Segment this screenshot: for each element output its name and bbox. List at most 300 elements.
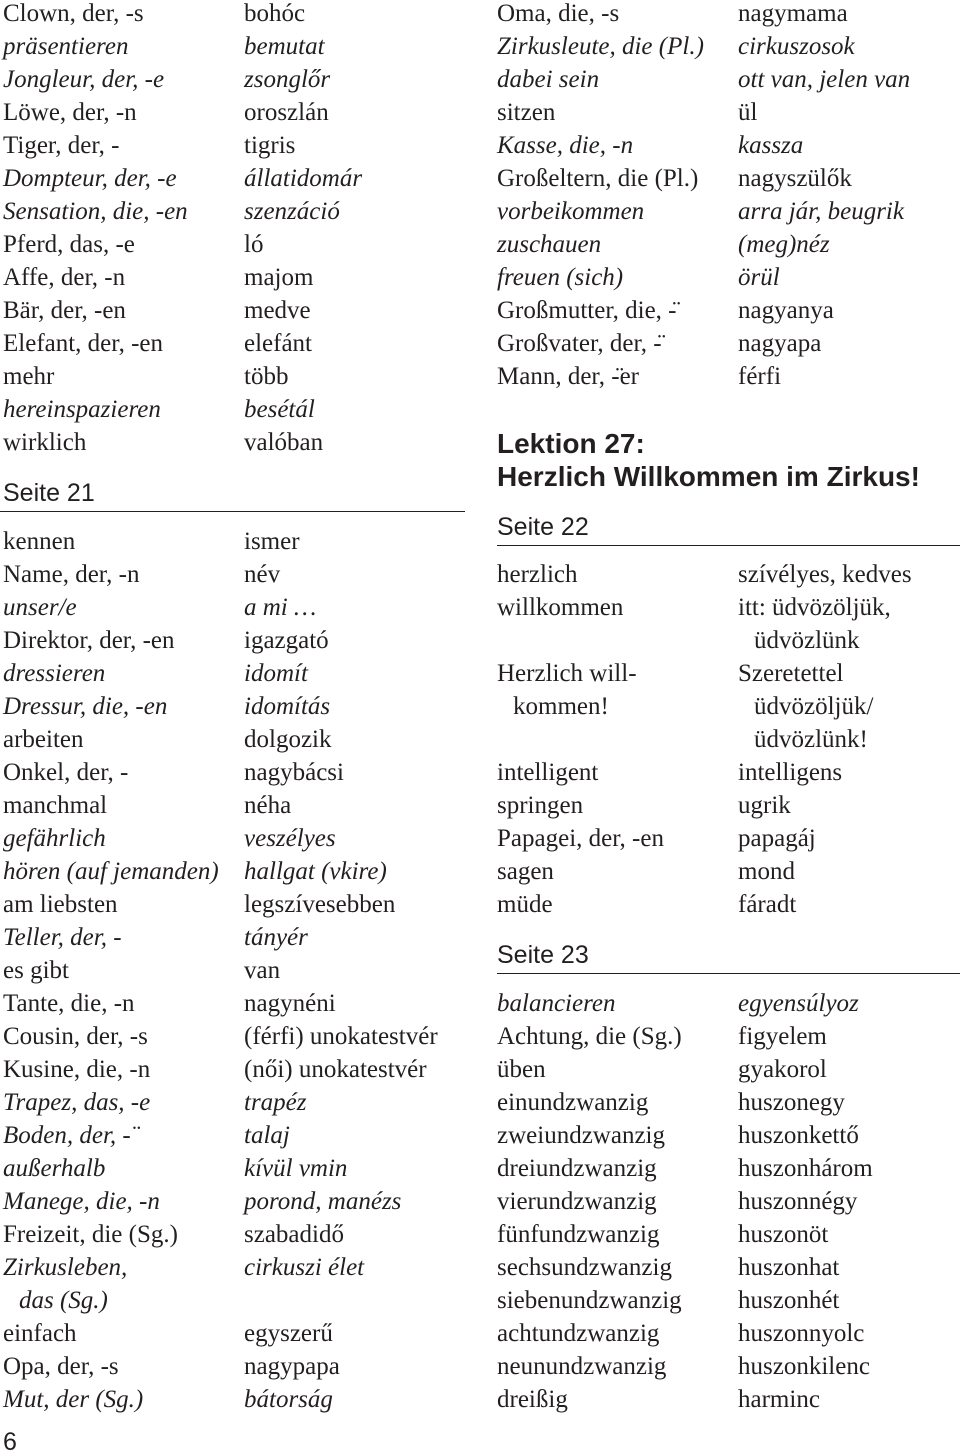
hungarian-translation: [738, 327, 960, 360]
vocab-entry: [0, 789, 465, 822]
german-term-line: Tante, die, -n: [3, 989, 135, 1017]
german-term: [497, 558, 738, 591]
hungarian-translation-line: zsonglőr: [244, 66, 331, 93]
hungarian-translation-line: huszonhárom: [738, 1154, 873, 1182]
vocab-entry: [497, 1086, 960, 1119]
hungarian-translation-line: a mi …: [244, 593, 317, 621]
german-term: [497, 228, 738, 261]
vocab-entry: [0, 96, 465, 129]
vocab-entry: [0, 723, 465, 756]
german-term: [497, 855, 738, 888]
hungarian-translation: [244, 1317, 465, 1350]
hungarian-translation: [244, 1152, 465, 1185]
german-term: [497, 756, 738, 789]
german-term-line: außerhalb: [3, 1154, 106, 1182]
vocab-entry: [497, 756, 960, 789]
vocab-entry: [497, 657, 960, 756]
hungarian-translation-line: nagyszülők: [738, 165, 852, 192]
hungarian-translation-line: huszonnégy: [738, 1187, 858, 1215]
german-term: [3, 1218, 244, 1251]
german-term: [3, 1251, 244, 1317]
hungarian-translation: [738, 1251, 960, 1284]
german-term: [3, 855, 244, 888]
hungarian-translation-line: név: [244, 560, 281, 588]
vocab-entry: [497, 96, 960, 129]
german-term: [497, 96, 738, 129]
vocab-list: [0, 0, 465, 459]
hungarian-translation: [244, 1053, 465, 1086]
vocab-entry: [0, 1251, 465, 1317]
hungarian-translation-line: tigris: [244, 132, 296, 159]
german-term-line: sitzen: [497, 99, 556, 126]
german-term-line: dreiundzwanzig: [497, 1154, 657, 1182]
vocab-entry: [497, 855, 960, 888]
vocab-entry: [497, 1350, 960, 1383]
hungarian-translation: [244, 327, 465, 360]
german-term: [497, 1251, 738, 1284]
vocab-entry: [0, 1350, 465, 1383]
german-term: [3, 1119, 244, 1152]
german-term-line: sagen: [497, 858, 554, 885]
vocab-entry: [0, 228, 465, 261]
german-term-line: Jongleur, der, -e: [3, 66, 165, 93]
vocab-entry: [497, 558, 960, 591]
german-term-line: herzlich: [497, 561, 578, 588]
vocab-entry: [0, 954, 465, 987]
hungarian-translation: [244, 723, 465, 756]
hungarian-translation: [244, 1119, 465, 1152]
hungarian-translation: [244, 1185, 465, 1218]
right-column: [497, 0, 960, 1416]
german-term: [497, 1053, 738, 1086]
hungarian-translation-line: kassza: [738, 132, 804, 159]
vocab-entry: [497, 294, 960, 327]
hungarian-translation: [244, 855, 465, 888]
german-term: [497, 1317, 738, 1350]
german-term: [3, 30, 244, 63]
hungarian-translation-line: idomítás: [244, 692, 331, 720]
german-term: [497, 1086, 738, 1119]
german-term-line: willkommen: [497, 594, 624, 621]
german-term: [497, 327, 738, 360]
german-term-line: vorbeikommen: [497, 198, 645, 225]
vocab-entry: [0, 261, 465, 294]
hungarian-translation-line: több: [244, 363, 289, 390]
hungarian-translation: [738, 789, 960, 822]
german-term: [3, 954, 244, 987]
hungarian-translation-line: igazgató: [244, 626, 329, 654]
hungarian-translation: [244, 1383, 465, 1416]
hungarian-translation-line: trapéz: [244, 1088, 307, 1116]
german-term-line: Zirkusleben,: [3, 1253, 128, 1281]
lesson-name: Herzlich Willkommen im Zirkus!: [497, 460, 920, 492]
hungarian-translation: [738, 657, 960, 756]
vocab-entry: [497, 1152, 960, 1185]
hungarian-translation: [738, 1020, 960, 1053]
hungarian-translation-line: nagymama: [738, 0, 848, 27]
german-term-line: Elefant, der, -en: [3, 330, 164, 357]
hungarian-translation-line: üdvözlünk!: [754, 726, 868, 753]
german-term: [3, 822, 244, 855]
hungarian-translation-line: nagybácsi: [244, 758, 344, 786]
german-term: [3, 63, 244, 96]
german-term: [3, 921, 244, 954]
hungarian-translation-line: veszélyes: [244, 824, 336, 852]
german-term-line: zweiundzwanzig: [497, 1121, 665, 1149]
hungarian-translation-line: bátorság: [244, 1385, 333, 1413]
german-term-line: wirklich: [3, 429, 87, 456]
hungarian-translation: [738, 1218, 960, 1251]
hungarian-translation: [738, 1053, 960, 1086]
german-term: [497, 1020, 738, 1053]
hungarian-translation-line: bemutat: [244, 33, 325, 60]
vocab-entry: [0, 426, 465, 459]
hungarian-translation-line: ugrik: [738, 792, 791, 819]
german-term-line: dreißig: [497, 1385, 568, 1413]
german-term: [497, 129, 738, 162]
vocab-entry: [0, 1185, 465, 1218]
german-term: [497, 30, 738, 63]
german-term-line: gefährlich: [3, 824, 106, 852]
german-term-line: Kusine, die, -n: [3, 1055, 151, 1083]
hungarian-translation: [244, 525, 465, 558]
hungarian-translation: [738, 261, 960, 294]
vocab-list: [497, 558, 960, 921]
hungarian-translation: [244, 96, 465, 129]
hungarian-translation-line: valóban: [244, 429, 324, 456]
german-term: [497, 1119, 738, 1152]
vocab-entry: [0, 822, 465, 855]
german-term-line: Affe, der, -n: [3, 264, 126, 291]
hungarian-translation: [738, 162, 960, 195]
hungarian-translation-line: mond: [738, 858, 795, 885]
german-term: [3, 1086, 244, 1119]
hungarian-translation: [244, 426, 465, 459]
vocab-entry: [0, 0, 465, 30]
german-term: [497, 63, 738, 96]
german-term-line: Boden, der, -̈: [3, 1121, 131, 1149]
hungarian-translation-line: egyszerű: [244, 1319, 333, 1347]
hungarian-translation: [244, 657, 465, 690]
german-term-line: springen: [497, 792, 584, 819]
german-term-line: Großmutter, die, -̈: [497, 297, 677, 324]
hungarian-translation: [738, 888, 960, 921]
hungarian-translation-line: cirkuszi élet: [244, 1253, 365, 1281]
german-term-line: dressieren: [3, 659, 106, 687]
hungarian-translation-line: szabadidő: [244, 1220, 344, 1248]
german-term: [3, 393, 244, 426]
hungarian-translation: [244, 195, 465, 228]
german-term-line: Dressur, die, -en: [3, 692, 168, 720]
german-term-line: freuen (sich): [497, 264, 624, 291]
german-term-line: Bär, der, -en: [3, 297, 126, 324]
hungarian-translation-line: cirkuszosok: [738, 33, 855, 60]
hungarian-translation-line: besétál: [244, 396, 315, 423]
hungarian-translation-line: kívül vmin: [244, 1154, 348, 1182]
hungarian-translation-line: (női) unokatestvér: [244, 1055, 427, 1083]
vocab-entry: [0, 30, 465, 63]
german-term: [3, 789, 244, 822]
german-term-line: Großeltern, die (Pl.): [497, 165, 699, 192]
vocab-entry: [497, 1218, 960, 1251]
hungarian-translation: [738, 360, 960, 393]
german-term-line: Direktor, der, -en: [3, 626, 175, 654]
german-term: [497, 162, 738, 195]
hungarian-translation: [738, 96, 960, 129]
left-column: [0, 0, 465, 1416]
german-term-line: Löwe, der, -n: [3, 99, 137, 126]
hungarian-translation: [738, 822, 960, 855]
german-term: [3, 1152, 244, 1185]
german-term-line: sechsundzwanzig: [497, 1253, 672, 1281]
german-term-line: Cousin, der, -s: [3, 1022, 148, 1050]
hungarian-translation-line: nagypapa: [244, 1352, 340, 1380]
german-term-line: präsentieren: [3, 33, 129, 60]
german-term: [497, 1218, 738, 1251]
hungarian-translation-line: harminc: [738, 1385, 820, 1413]
hungarian-translation: [738, 195, 960, 228]
german-term: [497, 0, 738, 30]
vocab-entry: [0, 294, 465, 327]
hungarian-translation: [244, 591, 465, 624]
german-term-line: Oma, die, -s: [497, 0, 620, 27]
german-term-line: Großvater, der, -̈: [497, 330, 662, 357]
hungarian-translation: [738, 855, 960, 888]
vocab-entry: [497, 1185, 960, 1218]
german-term-line: kommen!: [513, 693, 609, 720]
german-term: [497, 1350, 738, 1383]
hungarian-translation-line: arra jár, beugrik: [738, 198, 904, 225]
hungarian-translation-line: (férfi) unokatestvér: [244, 1022, 438, 1050]
german-term: [3, 657, 244, 690]
hungarian-translation: [244, 1086, 465, 1119]
vocab-entry: [0, 360, 465, 393]
german-term: [497, 1185, 738, 1218]
german-term: [3, 723, 244, 756]
german-term-line: Kasse, die, -n: [497, 132, 634, 159]
german-term: [3, 525, 244, 558]
german-term-line: neunundzwanzig: [497, 1352, 667, 1380]
hungarian-translation: [738, 756, 960, 789]
german-term: [3, 888, 244, 921]
german-term: [3, 162, 244, 195]
hungarian-translation: [738, 558, 960, 591]
hungarian-translation: [244, 1350, 465, 1383]
hungarian-translation-line: majom: [244, 264, 314, 291]
vocab-list: [497, 0, 960, 393]
german-term-line: Onkel, der, -: [3, 758, 129, 786]
vocab-entry: [497, 1251, 960, 1284]
vocab-entry: [497, 261, 960, 294]
german-term-line: unser/e: [3, 593, 77, 621]
german-term-line: balancieren: [497, 989, 616, 1017]
german-term-line: Dompteur, der, -e: [3, 165, 177, 192]
german-term-line: kennen: [3, 527, 76, 555]
hungarian-translation: [738, 294, 960, 327]
german-term: [497, 657, 738, 756]
vocab-entry: [497, 360, 960, 393]
german-term: [3, 360, 244, 393]
hungarian-translation: [738, 987, 960, 1020]
page-number: 6: [3, 1428, 17, 1456]
hungarian-translation-line: medve: [244, 297, 311, 324]
german-term-line: arbeiten: [3, 725, 84, 753]
vocab-entry: [0, 855, 465, 888]
vocab-entry: [0, 888, 465, 921]
german-term-line: hören (auf jemanden): [3, 857, 219, 885]
german-term: [3, 327, 244, 360]
german-term-line: Freizeit, die (Sg.): [3, 1220, 178, 1248]
vocab-entry: [0, 525, 465, 558]
vocab-entry: [0, 1053, 465, 1086]
vocab-entry: [0, 921, 465, 954]
hungarian-translation-line: huszonöt: [738, 1220, 829, 1248]
german-term-line: siebenundzwanzig: [497, 1286, 682, 1314]
vocab-entry: [0, 327, 465, 360]
vocab-entry: [0, 1086, 465, 1119]
hungarian-translation: [244, 360, 465, 393]
vocab-entry: [497, 1053, 960, 1086]
vocab-entry: [0, 1020, 465, 1053]
german-term-line: manchmal: [3, 791, 108, 819]
german-term-line: dabei sein: [497, 66, 600, 93]
vocab-entry: [497, 0, 960, 30]
german-term: [3, 690, 244, 723]
german-term: [3, 294, 244, 327]
hungarian-translation: [244, 1251, 465, 1317]
vocab-entry: [0, 987, 465, 1020]
vocab-entry: [497, 1020, 960, 1053]
vocab-entry: [0, 1218, 465, 1251]
german-term-line: zuschauen: [497, 231, 602, 258]
hungarian-translation: [244, 921, 465, 954]
vocab-entry: [0, 657, 465, 690]
hungarian-translation: [738, 1350, 960, 1383]
hungarian-translation-line: néha: [244, 791, 292, 819]
hungarian-translation: [244, 954, 465, 987]
hungarian-translation: [244, 228, 465, 261]
hungarian-translation-line: legszívesebben: [244, 890, 396, 918]
german-term-line: achtundzwanzig: [497, 1319, 660, 1347]
hungarian-translation: [244, 690, 465, 723]
german-term-line: Clown, der, -s: [3, 0, 144, 27]
hungarian-translation: [244, 261, 465, 294]
hungarian-translation: [244, 888, 465, 921]
section-heading-seite-22: Seite 22: [497, 511, 960, 546]
vocab-entry: [0, 63, 465, 96]
lesson-title: [497, 427, 960, 493]
german-term-line: Sensation, die, -en: [3, 198, 188, 225]
german-term-line: Mann, der, -̈er: [497, 363, 639, 390]
vocab-list: [497, 987, 960, 1416]
hungarian-translation: [738, 1185, 960, 1218]
hungarian-translation-line: elefánt: [244, 330, 313, 357]
german-term: [3, 1383, 244, 1416]
german-term-line: Trapez, das, -e: [3, 1088, 151, 1116]
german-term-line: mehr: [3, 363, 55, 390]
german-term-line: hereinspazieren: [3, 396, 161, 423]
hungarian-translation-line: szívélyes, kedves: [738, 561, 912, 588]
hungarian-translation-line: állatidomár: [244, 165, 363, 192]
section-heading-seite-21: Seite 21: [0, 477, 465, 512]
hungarian-translation-line: nagyapa: [738, 330, 822, 357]
vocab-entry: [0, 162, 465, 195]
german-term-line: das (Sg.): [19, 1286, 108, 1314]
german-term-line: Teller, der, -: [3, 923, 122, 951]
vocab-entry: [497, 591, 960, 657]
german-term: [3, 1053, 244, 1086]
hungarian-translation-line: ül: [738, 99, 758, 126]
german-term: [3, 558, 244, 591]
german-term: [497, 261, 738, 294]
hungarian-translation-line: tányér: [244, 923, 308, 951]
vocab-entry: [497, 789, 960, 822]
hungarian-translation-line: figyelem: [738, 1022, 827, 1050]
german-term: [497, 822, 738, 855]
vocab-entry: [0, 1152, 465, 1185]
german-term-line: Name, der, -n: [3, 560, 140, 588]
german-term: [497, 1284, 738, 1317]
hungarian-translation-line: bohóc: [244, 0, 306, 27]
hungarian-translation: [738, 228, 960, 261]
hungarian-translation: [244, 1218, 465, 1251]
hungarian-translation-line: férfi: [738, 363, 782, 390]
hungarian-translation: [244, 162, 465, 195]
german-term-line: müde: [497, 891, 553, 918]
hungarian-translation: [244, 30, 465, 63]
german-term: [3, 96, 244, 129]
hungarian-translation: [244, 393, 465, 426]
vocab-entry: [497, 1119, 960, 1152]
german-term-line: vierundzwanzig: [497, 1187, 657, 1215]
german-term: [3, 261, 244, 294]
vocab-entry: [497, 195, 960, 228]
hungarian-translation-line: itt: üdvözöljük,: [738, 594, 891, 621]
german-term-line: Manege, die, -n: [3, 1187, 160, 1215]
hungarian-translation: [738, 1119, 960, 1152]
hungarian-translation-line: talaj: [244, 1121, 290, 1149]
hungarian-translation: [738, 1086, 960, 1119]
german-term-line: Opa, der, -s: [3, 1352, 119, 1380]
german-term-line: am liebsten: [3, 890, 118, 918]
german-term: [3, 426, 244, 459]
hungarian-translation-line: üdvözöljük/: [754, 693, 874, 720]
hungarian-translation-line: egyensúlyoz: [738, 989, 859, 1017]
vocab-entry: [497, 822, 960, 855]
vocab-entry: [0, 1119, 465, 1152]
german-term-line: üben: [497, 1055, 546, 1083]
hungarian-translation-line: huszonhat: [738, 1253, 840, 1281]
hungarian-translation: [244, 822, 465, 855]
german-term-line: Mut, der (Sg.): [3, 1385, 144, 1413]
german-term-line: Papagei, der, -en: [497, 825, 664, 852]
vocab-entry: [0, 129, 465, 162]
hungarian-translation-line: oroszlán: [244, 99, 329, 126]
hungarian-translation: [244, 0, 465, 30]
hungarian-translation-line: ott van, jelen van: [738, 66, 911, 93]
vocab-entry: [0, 393, 465, 426]
german-term: [497, 987, 738, 1020]
hungarian-translation: [244, 558, 465, 591]
hungarian-translation-line: szenzáció: [244, 198, 340, 225]
hungarian-translation: [738, 0, 960, 30]
german-term: [3, 1185, 244, 1218]
hungarian-translation-line: fáradt: [738, 891, 797, 918]
vocab-entry: [0, 756, 465, 789]
hungarian-translation-line: nagynéni: [244, 989, 336, 1017]
vocab-list: [0, 525, 465, 1416]
hungarian-translation-line: üdvözlünk: [754, 627, 860, 654]
